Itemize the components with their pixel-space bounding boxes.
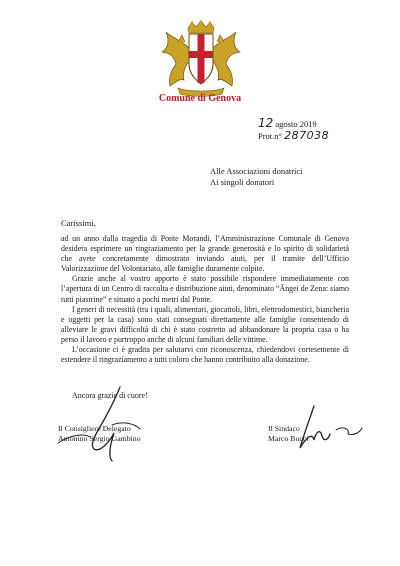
paragraph-1: ad un anno dalla tragedia di Ponte Morandi, l’Amministrazione Comunale di Genova desidera esprimere un ringraziamento per la grande generosità e lo spirito di solidarietà che avete concretamente dimostrato inviando aiuti, per il tramite dell’Ufficio Valorizzazione del Volontariato, alle famiglie duramente colpite. <box>61 234 349 274</box>
signatory-left-name: Antonino Sergio Gambino <box>58 434 141 443</box>
letter-body <box>61 234 349 365</box>
signatory-right-role: Il Sindaco <box>268 424 300 433</box>
paragraph-4: L’occasione ci è gradita per salutarvi con riconoscenza, chiedendovi cortesemente di estendere il ringraziamento a tutti coloro che hanno contribuito alla donazione. <box>61 345 349 365</box>
signatory-left-role: Il Consigliere Delegato <box>58 424 131 433</box>
handwritten-protocol-number: 287038 <box>284 129 330 142</box>
paragraph-3: I generi di necessità (tra i quali, alimentari, giocattoli, libri, elettrodomestici, biancheria e oggetti per la casa) sono stati consegnati direttamente alle famiglie consentendo di alleviare le gravi difficoltà di chi è stato costretto ad abbandonare la propria casa o ha perso il lavoro e purtroppo anche di alcuni familiari delle vittime. <box>61 304 349 344</box>
signatory-left <box>58 424 141 444</box>
recipient-line-2: Ai singoli donatori <box>210 177 275 187</box>
signature-left-icon <box>50 383 160 463</box>
protocol-line <box>258 130 329 142</box>
paragraph-2: Grazie anche al vostro apporto è stato possibile rispondere immediatamente con l’apertura di un Centro di raccolta e distribuzione aiuti, denominato “Ãngei de Zena: siamo tutti piastrine” e situato a pochi metri dal Ponte. <box>61 274 349 304</box>
date-block <box>258 118 329 142</box>
signatory-right <box>268 424 309 444</box>
genoa-coat-of-arms-icon <box>158 20 244 98</box>
organization-name: Comune di Genova <box>158 93 242 104</box>
handwritten-day: 12 <box>258 116 274 130</box>
recipient-line-1: Alle Associazioni donatrici <box>210 166 303 176</box>
salutation: Carissimi, <box>61 218 96 228</box>
recipients-block <box>210 166 303 188</box>
protocol-label: Prot.n° <box>258 131 282 141</box>
month-year: agosto 2019 <box>275 119 317 129</box>
signatory-right-name: Marco Bucci <box>268 434 309 443</box>
closing-line: Ancora grazie di cuore! <box>72 391 148 400</box>
